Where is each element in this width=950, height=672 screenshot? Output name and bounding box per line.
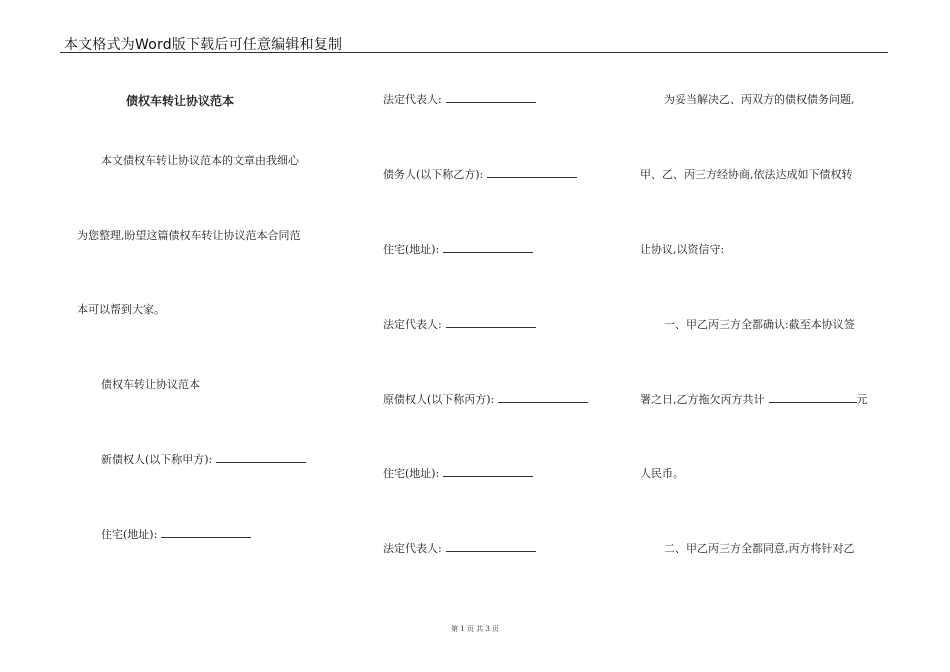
header-divider: [60, 52, 888, 53]
address-blank-1: [443, 243, 533, 253]
legal-rep-blank-3: [446, 542, 536, 552]
new-creditor-blank: [216, 453, 306, 463]
intro-line-2: 为您整理,盼望这篇债权车转让协议范本合同范: [77, 229, 301, 242]
legal-rep-field-1: [383, 93, 536, 107]
address-field-2: [383, 467, 533, 481]
right-line-6: 人民币。: [640, 467, 684, 480]
debtor-blank: [487, 168, 577, 178]
right-line-3: 让协议,以资信守:: [640, 243, 725, 256]
new-creditor-field: [101, 453, 306, 467]
address-field-1: [383, 243, 533, 257]
new-creditor-label: 新债权人(以下称甲方):: [101, 453, 213, 466]
document-header: 本文格式为Word版下载后可任意编辑和复制: [64, 37, 343, 53]
right-line-4: 一、甲乙丙三方全都确认:截至本协议签: [664, 318, 855, 331]
left-address-field: [101, 528, 251, 542]
legal-rep-field-2: [383, 318, 536, 332]
debtor-field: [383, 168, 577, 182]
orig-creditor-field: [383, 393, 588, 407]
legal-rep-blank-1: [446, 93, 536, 103]
left-address-blank: [161, 528, 251, 538]
document-title: 债权车转让协议范本: [126, 94, 235, 108]
page-footer: 第 1 页 共 3 页: [450, 625, 500, 633]
right-line-2: 甲、乙、丙三方经协商,依法达成如下债权转: [640, 168, 853, 181]
left-address-label: 住宅(地址):: [101, 528, 158, 541]
orig-creditor-label: 原债权人(以下称丙方):: [383, 393, 495, 406]
legal-rep-label-2: 法定代表人:: [383, 318, 442, 331]
address-blank-2: [443, 467, 533, 477]
legal-rep-field-3: [383, 542, 536, 556]
orig-creditor-blank: [498, 393, 588, 403]
right-line-5-pre: 署之日,乙方拖欠丙方共计: [640, 393, 765, 406]
address-label-1: 住宅(地址):: [383, 243, 440, 256]
right-line-7: 二、甲乙丙三方全都同意,丙方将针对乙: [664, 542, 855, 555]
debtor-label: 债务人(以下称乙方):: [383, 168, 484, 181]
legal-rep-blank-2: [446, 318, 536, 328]
intro-line-3: 本可以帮到大家。: [77, 303, 165, 316]
right-line-1: 为妥当解决乙、丙双方的债权债务问题,: [664, 93, 855, 106]
intro-line-1: 本文债权车转让协议范本的文章由我细心: [101, 154, 299, 167]
legal-rep-label-1: 法定代表人:: [383, 93, 442, 106]
agreement-subtitle: 债权车转让协议范本: [101, 378, 200, 391]
right-line-5-post: 元: [856, 393, 868, 406]
address-label-2: 住宅(地址):: [383, 467, 440, 480]
right-line-5: [640, 393, 868, 407]
amount-blank: [769, 393, 857, 403]
legal-rep-label-3: 法定代表人:: [383, 542, 442, 555]
